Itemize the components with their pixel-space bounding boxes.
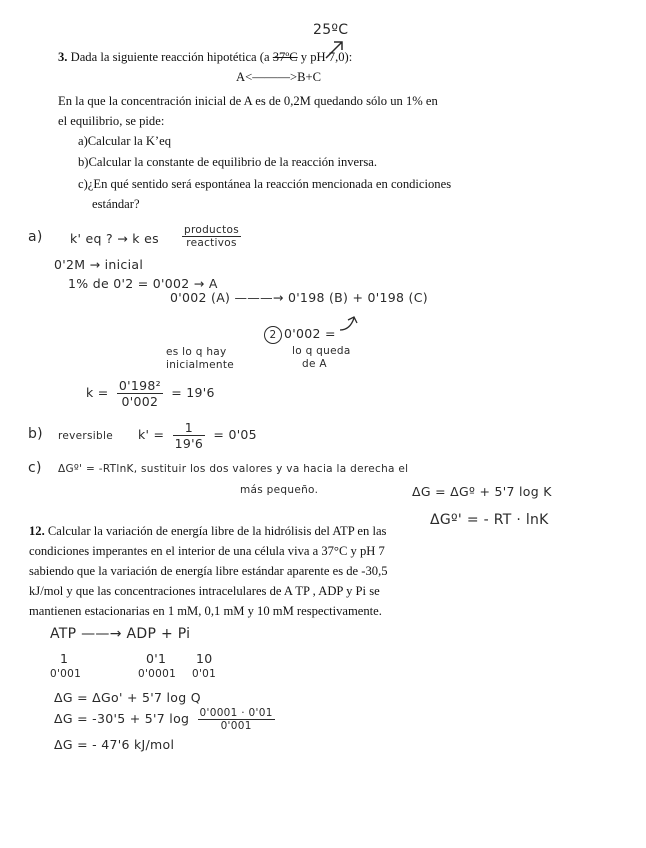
q12-line1-text: Calcular la variación de energía libre de la hidrólisis del ATP en las: [47, 524, 387, 538]
sol3-note1: 0'002 =: [284, 326, 336, 341]
q3-intro-end: y pH 7,0):: [300, 50, 353, 64]
sol3-k-result: = 19'6: [171, 385, 215, 400]
q3-line2: el equilibrio, se pide:: [58, 114, 165, 128]
sol12-eq3: ΔG = - 47'6 kJ/mol: [54, 737, 175, 752]
q3-reaction: A<———>B+C: [236, 70, 321, 84]
q3-statement: [58, 47, 352, 67]
sol3-note2: es lo q hay: [166, 346, 227, 358]
sol3-a-line3: 1% de 0'2 = 0'002 → A: [68, 276, 218, 291]
sol3-b-den: 19'6: [174, 436, 204, 451]
q3-intro: Dada la siguiente reacción hipotética (a: [70, 50, 270, 64]
q12-line1: [29, 521, 386, 541]
sol3-note5: de A: [302, 358, 327, 370]
sol3-c-text2: más pequeño.: [240, 484, 319, 496]
sol12-atp-mm: 1: [60, 651, 69, 666]
sol3-a-line1: k' eq ? → k es: [70, 231, 159, 246]
q3-line1: En la que la concentración inicial de A es de 0,2M quedando sólo un 1% en: [58, 94, 438, 108]
sol3-a-line2: 0'2M → inicial: [54, 257, 144, 272]
sol3-k-den: 0'002: [121, 394, 159, 409]
q3-number: 3.: [58, 50, 68, 64]
sol3-b-result: = 0'05: [213, 427, 257, 442]
q3-item-c2: estándar?: [92, 197, 140, 211]
note-arrow: [338, 314, 360, 334]
side-equation-1: ΔG = ΔGº + 5'7 log K: [412, 484, 552, 499]
sol3-b-equation: [138, 420, 257, 451]
sol12-eq2-den: 0'001: [220, 720, 252, 732]
q12-number: 12.: [29, 524, 45, 538]
q12-line5: mantienen estacionarias en 1 mM, 0,1 mM y 10 mM respectivamente.: [29, 604, 382, 618]
sol3-note3: inicialmente: [166, 359, 235, 371]
sol3-note-circle: 2: [264, 326, 282, 344]
sol12-eq2: [54, 707, 279, 732]
sol12-adp-mm: 0'1: [146, 651, 167, 666]
sol3-a-frac-den: reactivos: [186, 237, 237, 249]
q12-line2: condiciones imperantes en el interior de una célula viva a 37°C y pH 7: [29, 544, 385, 558]
sol3-k-equation: [86, 378, 215, 409]
sol3-note4: lo q queda: [292, 345, 351, 357]
q3-item-b: b)Calcular la constante de equilibrio de la reacción inversa.: [78, 155, 377, 169]
sol12-pi-m: 0'01: [192, 668, 217, 680]
sol12-adp-m: 0'0001: [138, 668, 177, 680]
temperature-annotation: 25ºC: [313, 22, 349, 38]
sol12-eq2-num: 0'0001 · 0'01: [199, 707, 273, 719]
sol3-b-text: reversible: [58, 430, 113, 442]
sol12-reaction: ATP ——→ ADP + Pi: [50, 626, 191, 642]
sol3-k-label: k =: [86, 385, 109, 400]
sol3-b-k: k' =: [138, 427, 165, 442]
q3-struck-temp: 37ºC: [272, 50, 298, 64]
sol3-b-label: b): [28, 426, 43, 442]
sol12-eq1: ΔG = ΔGo' + 5'7 log Q: [54, 690, 201, 705]
sol3-c-text: ΔGº' = -RTlnK, sustituir los dos valores y va hacia la derecha el: [58, 463, 409, 475]
sol3-a-line4: 0'002 (A) ———→ 0'198 (B) + 0'198 (C): [170, 290, 428, 305]
sol12-eq2-left: ΔG = -30'5 + 5'7 log: [54, 711, 190, 726]
sol3-a-fraction: [178, 224, 245, 249]
q12-line3: sabiendo que la variación de energía libre estándar aparente es de -30,5: [29, 564, 388, 578]
sol3-c-label: c): [28, 460, 42, 476]
sol3-b-num: 1: [173, 420, 206, 436]
sol3-a-label: a): [28, 229, 43, 245]
sol3-k-num: 0'198²: [118, 378, 161, 393]
q3-item-a: a)Calcular la K’eq: [78, 134, 172, 148]
q12-line4: kJ/mol y que las concentraciones intracelulares de A TP , ADP y Pi se: [29, 584, 380, 598]
sol12-atp-m: 0'001: [50, 668, 82, 680]
q3-item-c1: c)¿En qué sentido será espontánea la reacción mencionada en condiciones: [78, 177, 452, 191]
sol12-pi-mm: 10: [196, 651, 213, 666]
sol3-a-frac-num: productos: [184, 224, 239, 236]
side-equation-2: ΔGº' = - RT · lnK: [430, 512, 549, 528]
